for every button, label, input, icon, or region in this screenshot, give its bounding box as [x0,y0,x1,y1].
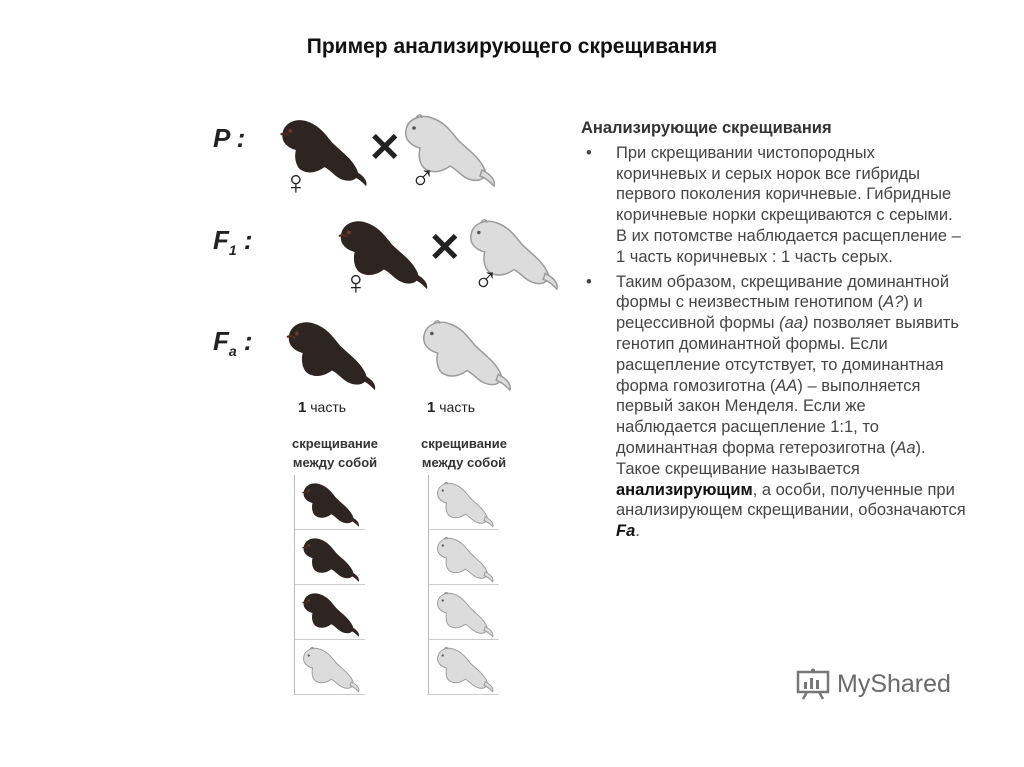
slide-title: Пример анализирующего скрещивания [306,35,718,58]
explanation-heading: Анализирующие скрещивания [581,119,832,137]
white-mink-image [297,643,363,693]
right-caption-line2: между собой [421,455,507,470]
grid-cell [429,475,499,530]
bullet-2-text: ) и рецессивной формы [616,293,923,333]
fa-letter: F [213,326,229,356]
grid-cell [429,530,499,585]
left-part-number: 1 [298,399,307,416]
bullet-2 [616,272,966,542]
bullet-2-text: ). Такое скрещивание называется [616,438,926,478]
f1-cross-icon: ✕ [428,226,462,270]
white-mink-image [431,533,497,583]
bullet-1: • При скрещивании чистопородных коричневых и серых норок все гибриды первого поколения коричневые. Гибридные коричневые норки скрещиваются с серыми. В их потомстве наблюдается расщепление – 1 часть коричневых : 1 часть серых. [616,143,966,268]
fa-brown-mink-image [281,314,379,392]
white-mink-image [431,478,497,528]
bullet-2-text: , а особи, полученные при анализирующем скрещивании, обозначаются [616,480,966,520]
f1-colon: : [243,225,253,255]
p-cross-icon: ✕ [368,126,402,170]
f1-subscript: 1 [228,242,237,259]
white-mink-image [431,588,497,638]
left-offspring-grid [294,475,365,695]
generation-p-label: P : [213,123,246,153]
right-part-number: 1 [427,399,436,416]
f1-male-icon: ♂ [473,260,499,298]
right-offspring-grid [428,475,499,695]
white-mink-image [431,643,497,693]
left-caption-line1: скрещивание [292,436,378,451]
genotype-aa-heterozygous: Аа [895,438,916,457]
fa-subscript: a [228,343,237,360]
right-caption-line1: скрещивание [421,436,507,451]
left-part-word: часть [306,399,347,415]
p-female-icon: ♀ [283,164,309,202]
explanation-list [581,143,966,542]
f1-letter: F [213,225,229,255]
grid-cell [429,640,499,695]
logo-text: MyShared [837,669,951,698]
left-caption [282,434,388,472]
fa-colon: : [243,326,253,356]
grid-cell [295,585,365,640]
brown-mink-image [297,588,363,638]
right-caption [410,434,518,472]
bullet-2-text: . [635,522,640,541]
explanation-text [581,118,966,546]
genotype-aa-homozygous: АА [775,376,798,395]
term-fa: Fa [616,522,636,541]
genotype-a-unknown: А? [883,293,904,312]
myshared-logo [795,668,951,700]
generation-fa-label [213,326,253,359]
generation-f1-label [213,225,253,258]
grid-cell [295,640,365,695]
left-caption-line2: между собой [292,455,378,470]
p-male-icon: ♂ [410,158,436,196]
right-part-label [427,399,475,416]
right-part-word: часть [435,399,476,415]
bullet-2-text: ) – выполняется первый закон Менделя. Если же наблюдается расщепление 1:1, то доминантная форма гетерозиготна ( [616,376,921,457]
term-analyzing: анализирующим [616,480,753,499]
bullet-2-text: Таким образом, скрещивание доминантной формы с неизвестным генотипом ( [616,272,950,312]
brown-mink-image [297,478,363,528]
left-part-label [298,399,346,416]
presentation-board-icon [795,668,831,700]
fa-white-mink-image [416,314,514,392]
genotype-aa-recessive: (аа) [779,314,809,333]
grid-cell [295,530,365,585]
bullet-2-text: позволяет выявить генотип доминантной формы. Если расщепление отсутствует, то доминантная форма гомозиготна ( [616,314,959,395]
f1-female-icon: ♀ [343,264,369,302]
grid-cell [429,585,499,640]
brown-mink-image [297,533,363,583]
grid-cell [295,475,365,530]
